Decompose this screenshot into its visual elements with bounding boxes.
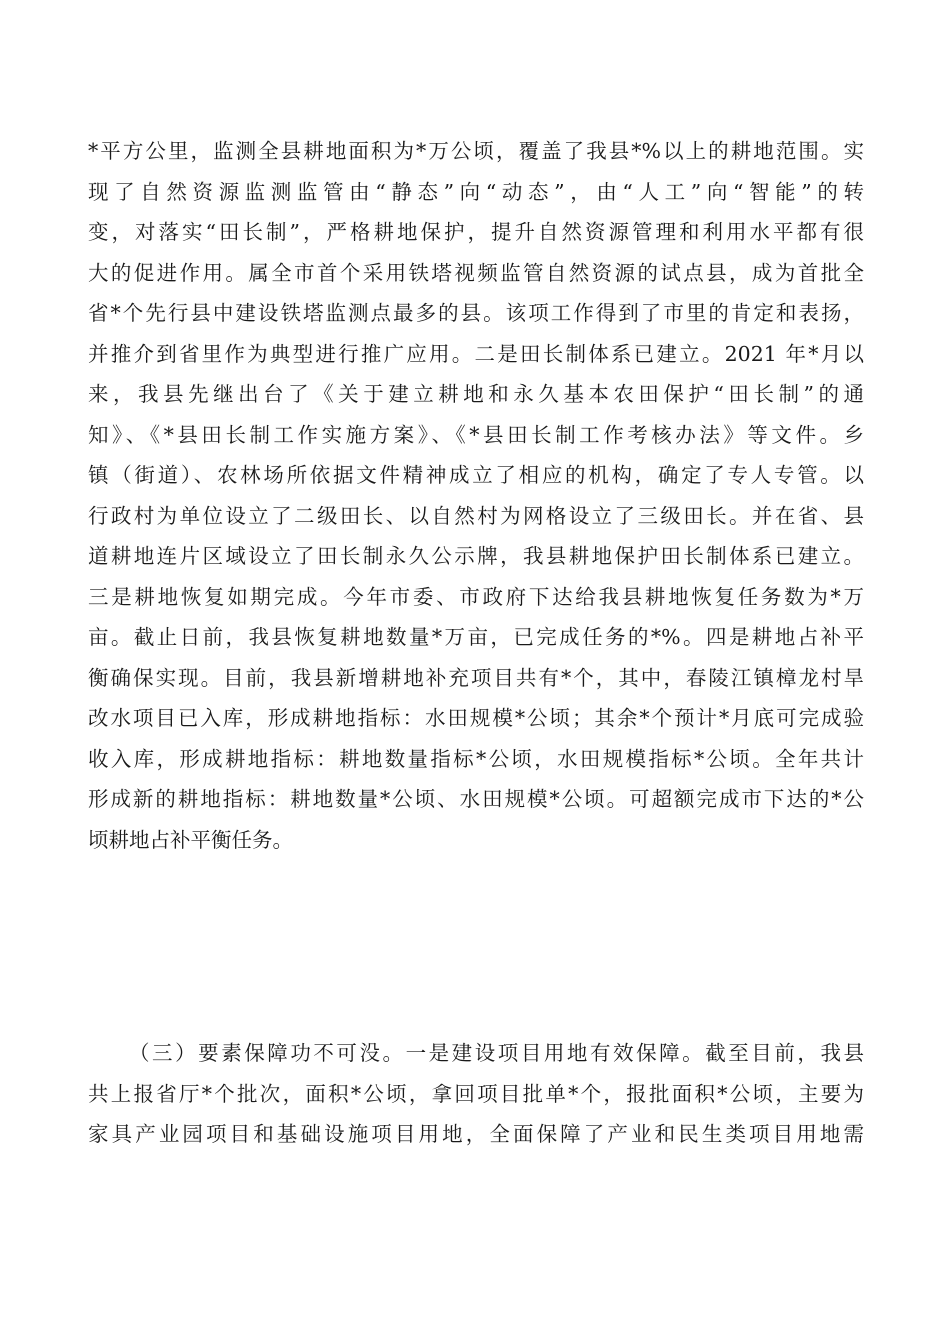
paragraph-1-line: 并推介到省里作为典型进行推广应用。二是田长制体系已建立。2021 年*月以 xyxy=(88,341,864,366)
paragraph-2-line: （三）要素保障功不可没。一是建设项目用地有效保障。截至目前，我县 xyxy=(129,1041,864,1065)
paragraph-1-line: 改水项目已入库，形成耕地指标：水田规模*公顷；其余*个预计*月底可完成验 xyxy=(88,706,864,730)
paragraph-1-line: 镇（街道）、农林场所依据文件精神成立了相应的机构，确定了专人专管。以 xyxy=(88,463,864,487)
paragraph-1-line: *平方公里，监测全县耕地面积为*万公顷，覆盖了我县*%以上的耕地范围。实 xyxy=(88,139,864,163)
paragraph-2-line: 家具产业园项目和基础设施项目用地，全面保障了产业和民生类项目用地需 xyxy=(88,1122,864,1146)
paragraph-1-line: 变，对落实“田长制”，严格耕地保护，提升自然资源管理和利用水平都有很 xyxy=(88,220,864,244)
paragraph-1 xyxy=(88,131,864,860)
paragraph-1-line: 形成新的耕地指标：耕地数量*公顷、水田规模*公顷。可超额完成市下达的*公 xyxy=(88,787,864,811)
paragraph-1-line: 省*个先行县中建设铁塔监测点最多的县。该项工作得到了市里的肯定和表扬， xyxy=(88,301,864,325)
paragraph-2 xyxy=(88,1033,864,1155)
paragraph-1-line: 现了自然资源监测监管由“静态”向“动态”，由“人工”向“智能”的转 xyxy=(88,179,864,204)
paragraph-1-line: 顷耕地占补平衡任务。 xyxy=(88,827,293,852)
paragraph-1-line: 衡确保实现。目前，我县新增耕地补充项目共有*个，其中，春陵江镇樟龙村旱 xyxy=(88,665,864,690)
paragraph-1-line: 来，我县先继出台了《关于建立耕地和永久基本农田保护“田长制”的通 xyxy=(88,382,864,406)
paragraph-1-line: 行政村为单位设立了二级田长、以自然村为网格设立了三级田长。并在省、县 xyxy=(88,503,864,528)
paragraph-1-line: 道耕地连片区域设立了田长制永久公示牌，我县耕地保护田长制体系已建立。 xyxy=(88,544,864,568)
paragraph-1-line: 大的促进作用。属全市首个采用铁塔视频监管自然资源的试点县，成为首批全 xyxy=(88,260,864,285)
paragraph-2-line: 共上报省厅*个批次，面积*公顷，拿回项目批单*个，报批面积*公顷，主要为 xyxy=(88,1081,864,1106)
paragraph-1-line: 三是耕地恢复如期完成。今年市委、市政府下达给我县耕地恢复任务数为*万 xyxy=(88,584,864,609)
paragraph-1-line: 收入库，形成耕地指标：耕地数量指标*公顷，水田规模指标*公顷。全年共计 xyxy=(88,746,864,771)
paragraph-1-line: 亩。截止日前，我县恢复耕地数量*万亩，已完成任务的*%。四是耕地占补平 xyxy=(88,625,864,649)
paragraph-1-line: 知》、《*县田长制工作实施方案》、《*县田长制工作考核办法》等文件。乡 xyxy=(88,422,864,447)
